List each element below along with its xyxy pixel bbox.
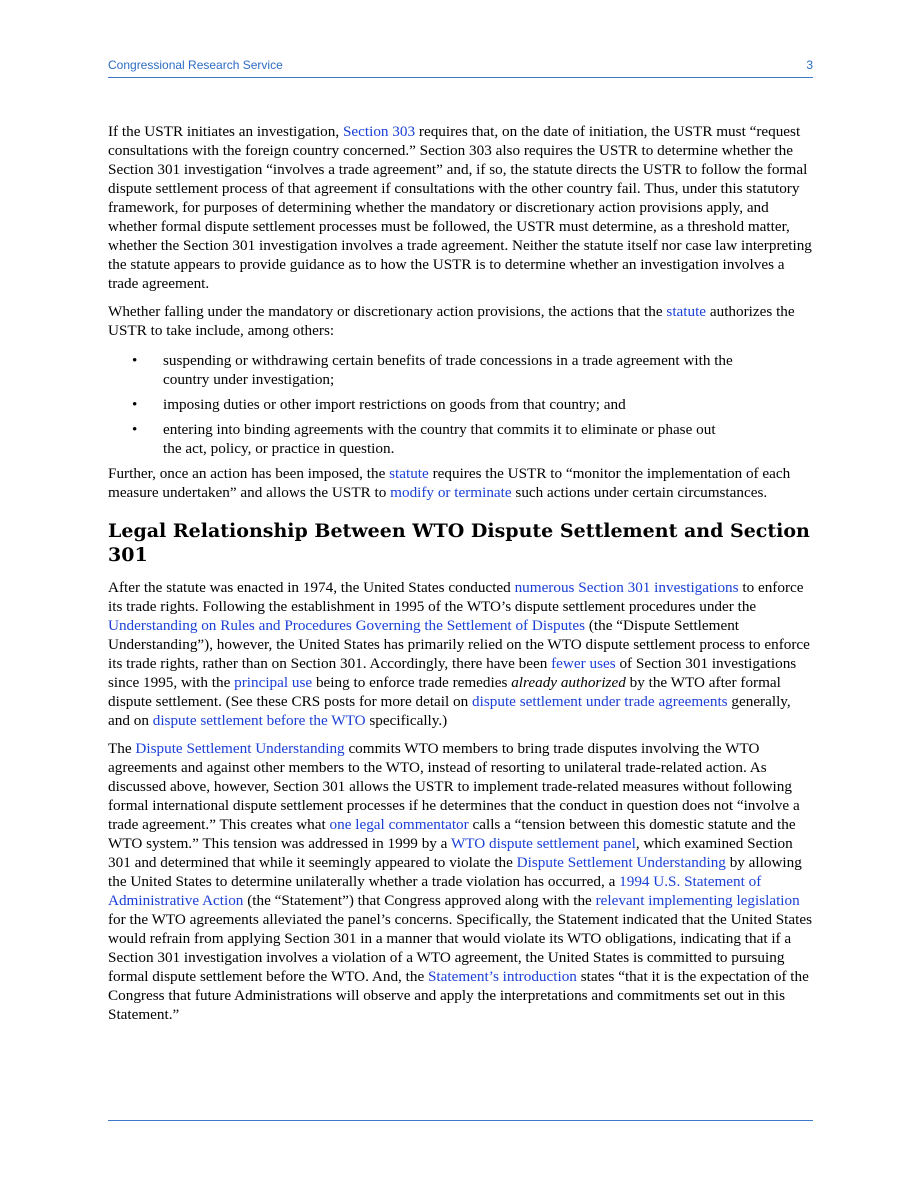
link-dispute-settlement-trade-agreements[interactable]: dispute settlement under trade agreements (472, 693, 728, 710)
text-run: of Section 301 investigations since 1995, with the (108, 655, 797, 691)
emphasis-text: already authorized (511, 674, 626, 691)
header-organization: Congressional Research Service (108, 58, 283, 72)
list-item (108, 395, 733, 414)
bullet-icon: • (132, 421, 138, 438)
page-number: 3 (806, 58, 813, 72)
link-wto-panel[interactable]: WTO dispute settlement panel (450, 835, 636, 852)
document-body (108, 122, 814, 1033)
link-statute-monitor[interactable]: statute (389, 465, 429, 482)
link-statement-admin-action[interactable]: 1994 U.S. Statement of Administrative Action (108, 873, 762, 909)
text-run: , which examined Section 301 and determined that while it seemingly appeared to violate the (108, 835, 793, 871)
text-run: Further, once an action has been imposed, the (108, 465, 390, 482)
link-modify-or-terminate[interactable]: modify or terminate (390, 484, 512, 501)
link-dsu-2[interactable]: Dispute Settlement Understanding (516, 854, 726, 871)
text-run: (the “Dispute Settlement Understanding”), however, the United States has primarily relied on the WTO dispute settlement process to enforce its trade rights, rather than on Section 301. Accordingly, there have been (108, 617, 810, 672)
text-run: specifically.) (365, 712, 448, 729)
link-fewer-uses[interactable]: fewer uses (551, 655, 616, 672)
list-item-text: entering into binding agreements with the country that commits it to eliminate or phase out the act, policy, or practice in question. (163, 421, 716, 457)
link-statement-introduction[interactable]: Statement’s introduction (427, 968, 577, 985)
list-item (108, 420, 733, 458)
text-run: requires that, on the date of initiation, the USTR must “request consultations with the foreign country concerned.” Section 303 also requires the USTR to determine whether the Section 301 investigation “involves a trade agreement” and, if so, the statute directs the USTR to follow the formal dispute settlement process of that agreement if consultations with the other country fail. Thus, under this statutory framework, for purposes of determining whether the mandatory or discretionary action provisions apply, and whether formal dispute settlement processes must be followed, the USTR must determine, as a threshold matter, whether the Section 301 investigation involves a trade agreement. Neither the statute itself nor case law interpreting the statute appears to provide guidance as to how the USTR is to determine whether an investigation involves a trade agreement. (108, 123, 812, 292)
text-run: (the “Statement”) that Congress approved along with the (243, 892, 596, 909)
text-run: generally, and on (108, 693, 791, 729)
link-principal-use[interactable]: principal use (234, 674, 313, 691)
actions-list (108, 351, 814, 458)
list-item (108, 351, 733, 389)
paragraph-tension (108, 739, 814, 1024)
text-run: for the WTO agreements alleviated the panel’s concerns. Specifically, the Statement indicated that the United States would refrain from applying Section 301 in a manner that would violate its WTO obligations, indicating that if a Section 301 investigation involves a violation of a WTO agreement, the United States is committed to pursuing formal dispute settlement before the WTO. And, the (108, 911, 813, 985)
paragraph-monitor (108, 464, 814, 502)
text-run: requires the USTR to “monitor the implementation of each measure undertaken” and allows the USTR to (108, 465, 791, 501)
text-run: such actions under certain circumstances. (511, 484, 768, 501)
text-run: states “that it is the expectation of the Congress that future Administrations will observe and apply the interpretations and commitments set out in this Statement.” (108, 968, 809, 1023)
paragraph-actions-intro (108, 302, 814, 340)
link-legal-commentator[interactable]: one legal commentator (329, 816, 469, 833)
section-heading: Legal Relationship Between WTO Dispute Settlement and Section 301 (108, 520, 810, 566)
paragraph-section-303 (108, 122, 814, 293)
text-run: commits WTO members to bring trade disputes involving the WTO agreements and against other members to the WTO, instead of resorting to unilateral trade-related action. As discussed above, however, Section 301 allows the USTR to implement trade-related measures without following formal international dispute settlement processes if he determines that the conduct in question does not “involve a trade agreement.” This creates what (108, 740, 800, 833)
list-item-text: suspending or withdrawing certain benefits of trade concessions in a trade agreement with the country under investigation; (163, 352, 733, 388)
bullet-icon: • (132, 396, 138, 413)
text-run: The (108, 740, 136, 757)
text-run: by allowing the United States to determine unilaterally whether a trade violation has occurred, a (108, 854, 802, 890)
text-run: If the USTR initiates an investigation, (108, 123, 343, 140)
footer-divider (108, 1120, 813, 1121)
link-dispute-settlement-wto[interactable]: dispute settlement before the WTO (152, 712, 366, 729)
list-item-text: imposing duties or other import restrictions on goods from that country; and (163, 396, 626, 413)
bullet-icon: • (132, 352, 138, 369)
text-run: being to enforce trade remedies (312, 674, 512, 691)
text-run: After the statute was enacted in 1974, the United States conducted (108, 579, 515, 596)
link-dsu[interactable]: Dispute Settlement Understanding (135, 740, 345, 757)
link-implementing-legislation[interactable]: relevant implementing legislation (595, 892, 800, 909)
text-run: Whether falling under the mandatory or discretionary action provisions, the actions that the (108, 303, 667, 320)
text-run: by the WTO after formal dispute settlement. (See these CRS posts for more detail on (108, 674, 781, 710)
text-run: to enforce its trade rights. Following the establishment in 1995 of the WTO’s dispute settlement procedures under the (108, 579, 804, 615)
link-statute[interactable]: statute (666, 303, 707, 320)
link-section-303[interactable]: Section 303 (342, 123, 416, 140)
link-dsu-full-title[interactable]: Understanding on Rules and Procedures Governing the Settlement of Disputes (108, 617, 586, 634)
page-header (108, 58, 813, 78)
text-run: calls a “tension between this domestic statute and the WTO system.” This tension was addressed in 1999 by a (108, 816, 796, 852)
link-numerous-investigations[interactable]: numerous Section 301 investigations (514, 579, 739, 596)
text-run: authorizes the USTR to take include, among others: (108, 303, 795, 339)
paragraph-history (108, 578, 814, 730)
